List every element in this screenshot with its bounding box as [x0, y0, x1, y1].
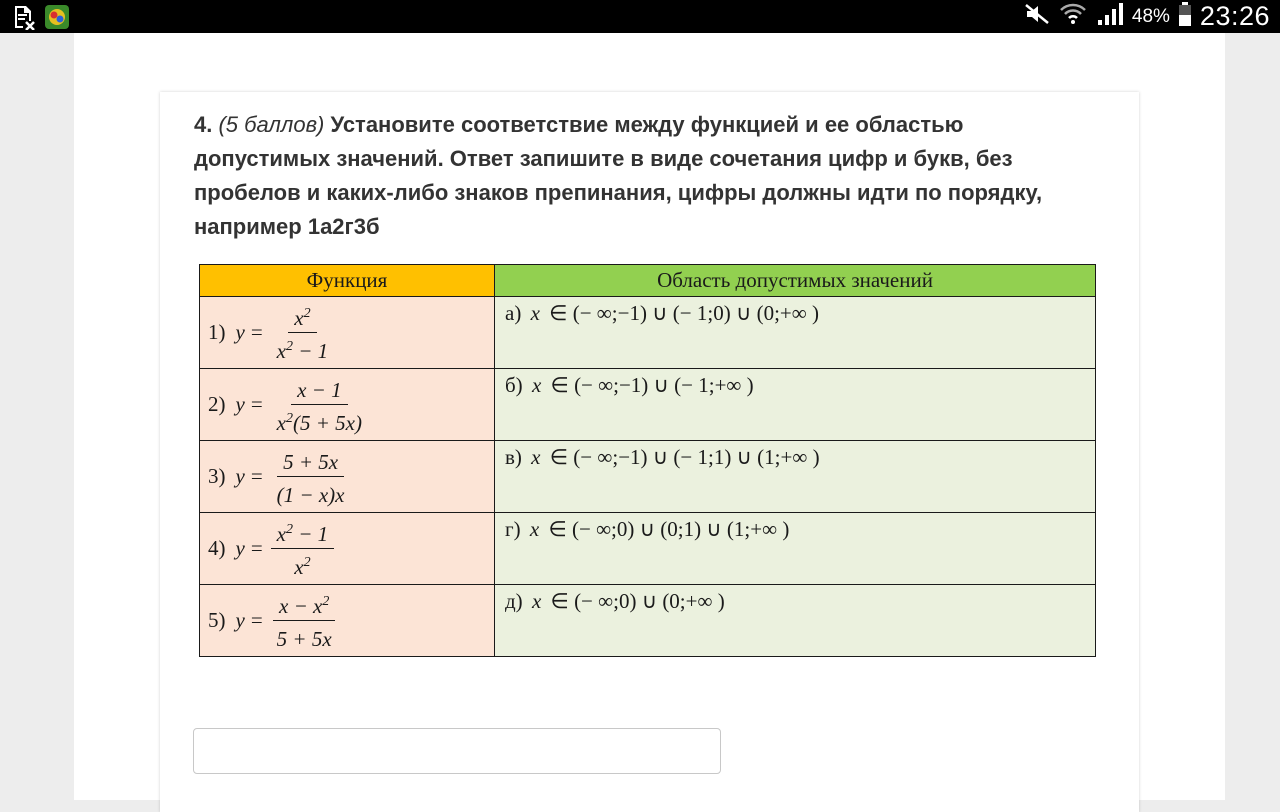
mute-icon — [1024, 3, 1050, 30]
question-number: 4. — [194, 112, 213, 137]
signal-icon — [1096, 2, 1124, 31]
fraction: $\frac{x - 1}{x^2(5 + 5x)}$ — [271, 372, 368, 437]
domain-cell — [495, 297, 1096, 369]
function-cell — [200, 585, 495, 657]
domain-d: д) x ∈ (− ∞;0) ∪ (0;+∞ ) — [505, 589, 725, 613]
domain-a: а) x ∈ (− ∞;−1) ∪ (− 1;0) ∪ (0;+∞ ) — [505, 301, 819, 325]
question-body: Установите соответствие между функцией и ее областью допустимых значений. Ответ запишите в виде сочетания цифр и букв, без пробелов и каких-либо знаков препинания, цифры должны идти по порядку, например 1а2г3б — [194, 112, 1043, 239]
domain-cell — [495, 441, 1096, 513]
answer-input[interactable] — [193, 728, 721, 774]
fraction: $\frac{x - x^2}{5 + 5x}$ — [271, 588, 338, 653]
function-1: 1) y = $\frac{x^2}{x^2 - 1}$ — [200, 300, 494, 365]
table-row — [200, 585, 1096, 657]
function-3: 3) y = $\frac{5 + 5x}{(1 - x)x}$ — [200, 444, 494, 509]
function-2: 2) y = $\frac{x - 1}{x^2(5 + 5x)}$ — [200, 372, 494, 437]
domain-v: в) x ∈ (− ∞;−1) ∪ (− 1;1) ∪ (1;+∞ ) — [505, 445, 820, 469]
function-cell — [200, 441, 495, 513]
domain-cell — [495, 585, 1096, 657]
gallery-app-icon — [44, 4, 70, 35]
table-row — [200, 297, 1096, 369]
function-cell — [200, 513, 495, 585]
question-points: (5 баллов) — [218, 112, 325, 137]
battery-icon — [1178, 1, 1192, 32]
function-4: 4) y = $\frac{x^2 - 1}{x^2}$ — [200, 516, 494, 581]
domain-cell — [495, 369, 1096, 441]
domain-g: г) x ∈ (− ∞;0) ∪ (0;1) ∪ (1;+∞ ) — [505, 517, 790, 541]
table-row — [200, 369, 1096, 441]
function-cell — [200, 369, 495, 441]
header-domain: Область допустимых значений — [495, 265, 1096, 297]
document-close-icon — [12, 4, 36, 35]
table-row — [200, 441, 1096, 513]
domain-b: б) x ∈ (− ∞;−1) ∪ (− 1;+∞ ) — [505, 373, 754, 397]
function-5: 5) y = $\frac{x - x^2}{5 + 5x}$ — [200, 588, 494, 653]
function-cell — [200, 297, 495, 369]
question-card — [160, 92, 1139, 812]
matching-table — [199, 264, 1096, 657]
clock: 23:26 — [1199, 1, 1270, 31]
fraction: $\frac{x^2 - 1}{x^2}$ — [271, 516, 335, 581]
battery-percent: 48% — [1131, 5, 1170, 27]
question-text — [194, 108, 1094, 244]
table-row — [200, 513, 1096, 585]
fraction: $\frac{5 + 5x}{(1 - x)x}$ — [271, 444, 351, 509]
header-function: Функция — [200, 265, 495, 297]
status-bar — [0, 0, 1280, 33]
page — [74, 33, 1225, 800]
domain-cell — [495, 513, 1096, 585]
wifi-icon — [1058, 1, 1088, 32]
fraction: $\frac{x^2}{x^2 - 1}$ — [271, 300, 335, 365]
